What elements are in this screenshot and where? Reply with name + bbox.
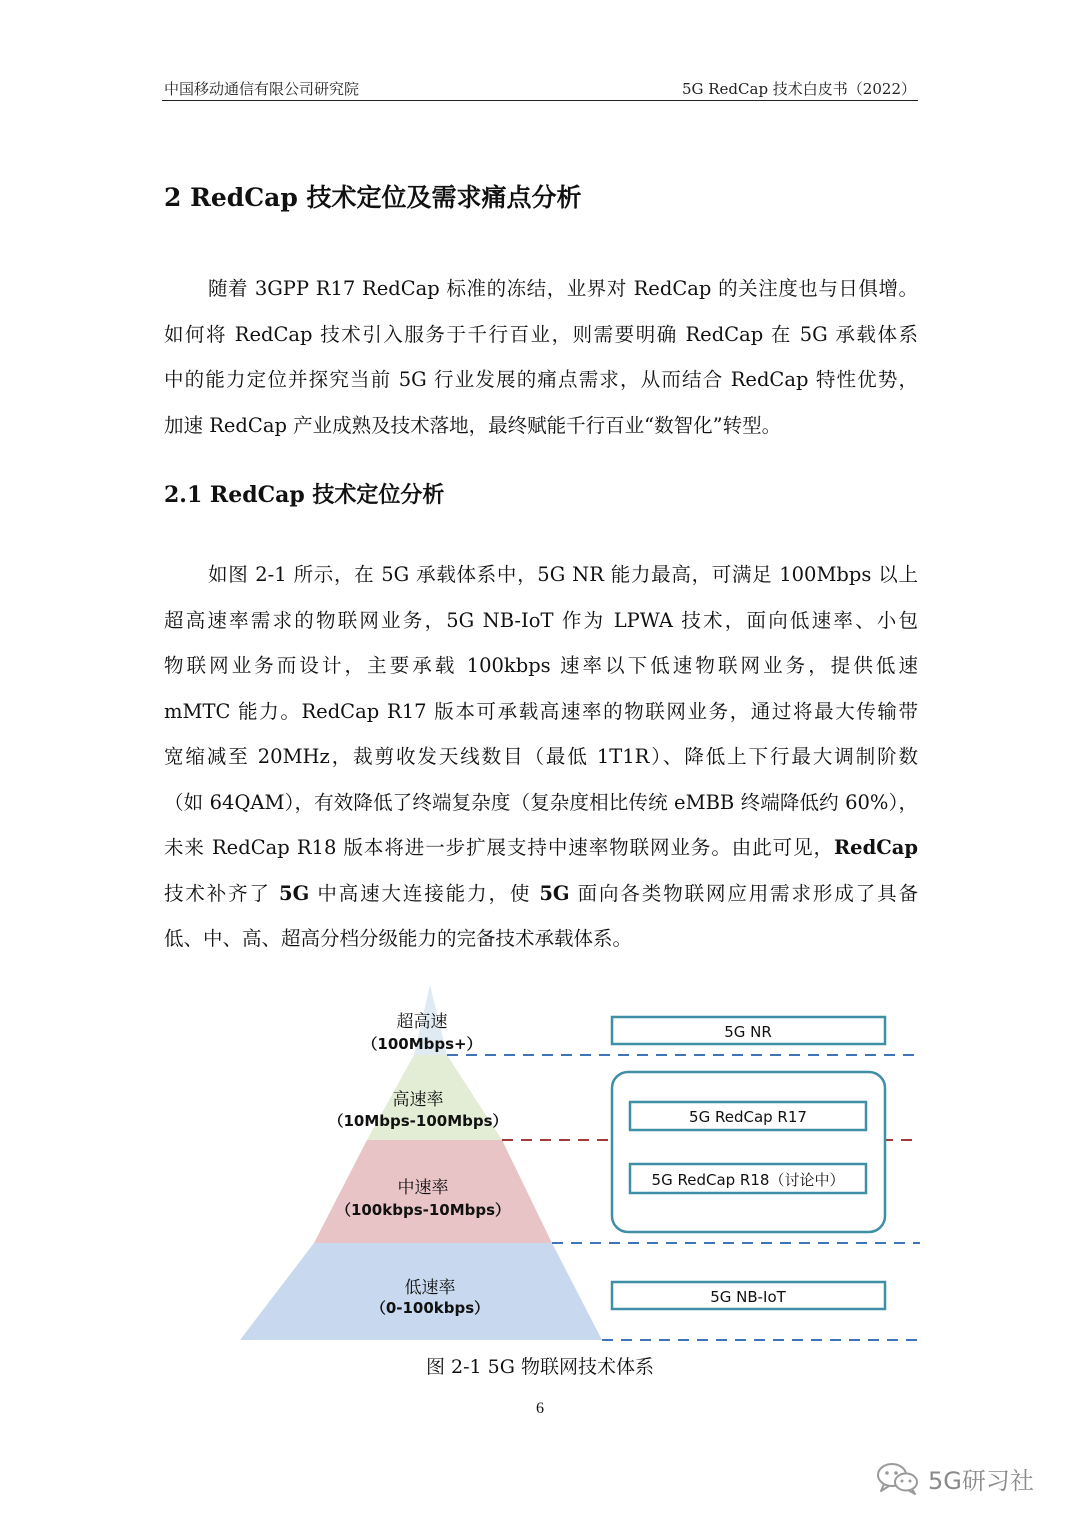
bold-term: 5G — [539, 881, 570, 905]
tier-name: 超高速 — [396, 1012, 448, 1032]
subsection-paragraph — [164, 552, 918, 962]
subsection-heading: 2.1 RedCap 技术定位分析 — [164, 482, 445, 508]
paragraph-line: 如图 2-1 所示，在 5G 承载体系中，5G NR 能力最高，可满足 100Mbps 以上 — [208, 563, 918, 586]
paragraph-line — [164, 825, 918, 871]
paragraph-line: 宽缩减至 20MHz，裁剪收发天线数目（最低 1T1R）、降低上下行最大调制阶数 — [164, 745, 918, 768]
watermark — [876, 1458, 1034, 1498]
paragraph-line: 超高速率需求的物联网业务，5G NB-IoT 作为 LPWA 技术，面向低速率、小包 — [164, 608, 918, 632]
line-text: 未来 RedCap R18 版本将进一步扩展支持中速率物联网业务。由此可见， — [164, 836, 834, 859]
paragraph-line: （如 64QAM），有效降低了终端复杂度（复杂度相比传统 eMBB 终端降低约 60%）， — [164, 790, 918, 814]
paragraph-line: 加速 RedCap 产业成熟及技术落地，最终赋能千行百业“数智化”转型。 — [164, 413, 782, 437]
tier-rate: （100Mbps+） — [362, 1035, 482, 1053]
section-intro-paragraph — [164, 266, 918, 448]
paragraph-line: 中的能力定位并探究当前 5G 行业发展的痛点需求，从而结合 RedCap 特性优势， — [164, 368, 918, 391]
box-label: 5G NB-IoT — [710, 1288, 786, 1306]
bold-term: 5G — [279, 881, 310, 905]
paragraph-line — [164, 871, 918, 917]
box-label: 5G NR — [724, 1023, 772, 1041]
wechat-icon — [876, 1460, 920, 1496]
line-text: 技术补齐了 — [164, 881, 280, 905]
box-redcap-group — [612, 1072, 885, 1232]
tier-name: 低速率 — [404, 1278, 456, 1298]
tier-name: 中速率 — [397, 1178, 449, 1198]
paragraph-line: mMTC 能力。RedCap R17 版本可承载高速率的物联网业务，通过将最大传输带 — [164, 699, 918, 723]
bold-term: RedCap — [833, 836, 918, 859]
header-organization: 中国移动通信有限公司研究院 — [164, 80, 360, 98]
paragraph-line: 物联网业务而设计，主要承载 100kbps 速率以下低速物联网业务，提供低速 — [164, 654, 918, 677]
box-label: 5G RedCap R18（讨论中） — [651, 1171, 845, 1189]
page-number: 6 — [536, 1400, 544, 1417]
tier-rate: （100kbps-10Mbps） — [335, 1201, 511, 1219]
line-text: 面向各类物联网应用需求形成了具备 — [569, 881, 918, 905]
paragraph-line: 低、中、高、超高分档分级能力的完备技术承载体系。 — [164, 927, 633, 950]
tier-name: 高速率 — [392, 1090, 444, 1110]
tier-rate: （0-100kbps） — [370, 1299, 490, 1317]
section-heading: 2 RedCap 技术定位及需求痛点分析 — [164, 183, 582, 212]
paragraph-line: 如何将 RedCap 技术引入服务于千行百业，则需要明确 RedCap 在 5G 承载体系 — [164, 322, 918, 346]
box-label: 5G RedCap R17 — [689, 1108, 807, 1126]
line-text: 中高速大连接能力，使 — [309, 881, 540, 905]
header-rule — [162, 100, 918, 101]
header-document-title: 5G RedCap 技术白皮书（2022） — [681, 80, 916, 98]
iot-technology-figure — [230, 985, 930, 1355]
paragraph-line: 随着 3GPP R17 RedCap 标准的冻结，业界对 RedCap 的关注度也与日俱增。 — [208, 277, 918, 300]
watermark-text: 5G研习社 — [928, 1466, 1034, 1495]
tier-rate: （10Mbps-100Mbps） — [328, 1112, 508, 1130]
figure-caption: 图 2-1 5G 物联网技术体系 — [426, 1356, 654, 1378]
